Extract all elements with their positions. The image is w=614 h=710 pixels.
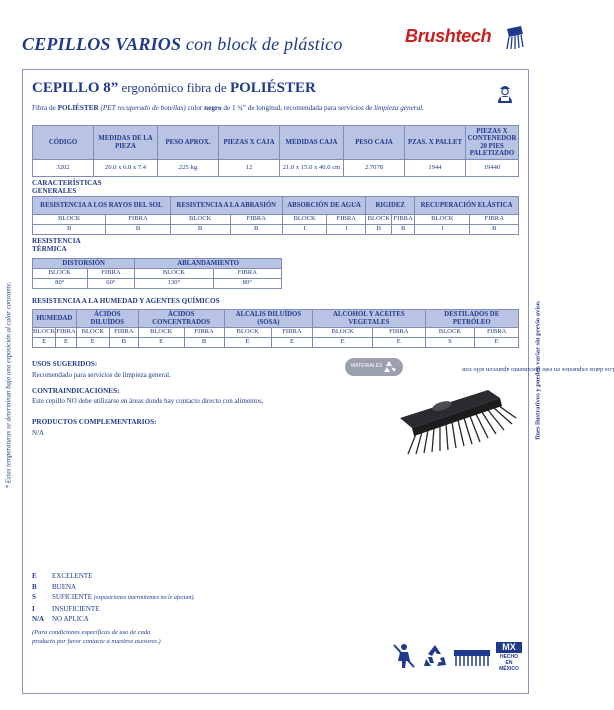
spec-cell: 3202 (33, 160, 94, 177)
sub-label: BLOCK (33, 269, 88, 279)
product-title (32, 80, 316, 97)
usos-text: Recomendado para servicios de limpieza general. (32, 371, 171, 379)
broom-icon (452, 648, 492, 668)
legend-value: INSUFICIENTE (52, 604, 100, 613)
rating-cell: I (282, 225, 326, 235)
desc-part-g: limpieza general. (374, 104, 424, 112)
caracteristicas-group: RIGIDEZ (366, 197, 415, 215)
sub-label: BLOCK (366, 215, 392, 225)
legend-value: NO APLICA (52, 615, 89, 623)
desc-part-b: POLIÉSTER (57, 104, 99, 112)
sub-label: BLOCK (33, 328, 56, 338)
termica-group: ABLANDAMIENTO (135, 259, 282, 269)
quimicos-sub-row (33, 328, 519, 338)
desc-part-d: color (185, 104, 205, 112)
quimicos-table (32, 309, 519, 348)
rating-cell: E (271, 338, 312, 348)
rating-cell: E (313, 338, 373, 348)
temperature-footnote (2, 260, 16, 510)
rating-cell: B (230, 225, 282, 235)
brand-logo (405, 22, 523, 56)
termica-group: DISTORSIÓN (33, 259, 135, 269)
caracteristicas-group: RESISTENCIA A LA ABRASIÓN (170, 197, 282, 215)
legend-key: I (32, 604, 35, 613)
mx-text: HECHO EN MÉXICO (499, 654, 519, 672)
rating-cell: E (76, 338, 109, 348)
usos-heading: USOS SUGERIDOS: (32, 360, 98, 368)
footer-icons (392, 640, 522, 672)
product-title-end: POLIÉSTER (229, 80, 316, 96)
rating-cell: B (33, 225, 106, 235)
legend-value: BUENA (52, 582, 77, 591)
sub-label: FIBRA (327, 215, 366, 225)
termica-value-row (33, 279, 282, 289)
spec-header: CÓDIGO (33, 126, 94, 160)
sub-label: FIBRA (470, 215, 519, 225)
product-description (32, 104, 424, 112)
spec-header: PESO APROX. (158, 126, 219, 160)
legend-key: E (32, 572, 37, 580)
legend-key: N/A (32, 615, 45, 623)
sub-label: FIBRA (184, 328, 224, 338)
sub-label: FIBRA (392, 215, 415, 225)
legend-key: B (32, 582, 37, 591)
complementarios-text: N/A (32, 429, 45, 437)
sub-label: FIBRA (271, 328, 312, 338)
caracteristicas-group-row (33, 197, 519, 215)
legend-note-inline: (exposiciones intermitentes no le afectan). (92, 595, 196, 601)
sub-label: BLOCK (138, 328, 184, 338)
rating-cell: B (392, 225, 415, 235)
spec-header-row (33, 126, 519, 160)
termica-group-row (33, 259, 282, 269)
desc-part-e: negro (204, 104, 222, 112)
sub-label: FIBRA (373, 328, 425, 338)
spec-value-row (33, 160, 519, 177)
sub-label: BLOCK (170, 215, 230, 225)
page-title-sub: con block de plástico (181, 34, 343, 54)
temperature-cell: 80° (33, 279, 88, 289)
rating-cell: B (170, 225, 230, 235)
spec-header: MEDIDAS CAJA (280, 126, 344, 160)
page-title (22, 34, 343, 55)
temperature-cell: 60° (87, 279, 135, 289)
product-title-mid: ergonómico fibra de (118, 80, 230, 95)
sub-label: BLOCK (425, 328, 475, 338)
rating-cell: B (184, 338, 224, 348)
quimicos-group: ÁCIDOS CONCENTRADOS (138, 310, 224, 328)
quimicos-group: ALCOHOL Y ACEITES VEGETALES (313, 310, 425, 328)
caracteristicas-group: ABSORCIÓN DE AGUA (282, 197, 365, 215)
cleaning-person-icon (392, 643, 416, 669)
sub-label: FIBRA (87, 269, 135, 279)
worker-icon (496, 82, 514, 104)
legend-key: S (32, 593, 36, 601)
legend-value: SUFICIENTE (52, 593, 93, 601)
caracteristicas-value-row (33, 225, 519, 235)
legend-item (32, 571, 195, 582)
spec-cell: 2.7078 (344, 160, 405, 177)
rating-legend (32, 571, 195, 625)
rating-cell: E (138, 338, 184, 348)
legend-item (32, 614, 195, 625)
materials-recycled-badge (345, 358, 403, 376)
quimicos-heading: RESISTENCIA A LA HUMEDAD Y AGENTES QUÍMICOS (32, 297, 220, 305)
spec-cell: 19440 (466, 160, 519, 177)
sub-label: BLOCK (313, 328, 373, 338)
legend-footnote-line: producto por favor contacte a nuestros asesores.) (32, 638, 161, 645)
quimicos-group: HUMEDAD (33, 310, 77, 328)
legend-item (32, 592, 195, 604)
spec-cell: 12 (219, 160, 280, 177)
recycle-icon (422, 643, 448, 669)
sub-label: FIBRA (230, 215, 282, 225)
rating-cell: B (106, 225, 170, 235)
product-title-bold: CEPILLO 8” (32, 80, 119, 96)
quimicos-group-row (33, 310, 519, 328)
badge-text: MATERIALES (351, 363, 383, 369)
desc-part-c: (PET recuperado de botellas) (98, 104, 186, 112)
sub-label: FIBRA (109, 328, 138, 338)
legend-item (32, 582, 195, 593)
sub-label: FIBRA (475, 328, 519, 338)
quimicos-value-row (33, 338, 519, 348)
temperature-cell: 130° (135, 279, 213, 289)
temperature-cell: 80° (213, 279, 281, 289)
spec-table (32, 125, 519, 177)
rating-cell: S (425, 338, 475, 348)
rating-cell: E (373, 338, 425, 348)
termica-table (32, 258, 282, 289)
spec-header: PZAS. X PALLET (405, 126, 466, 160)
recycle-icon (382, 360, 396, 374)
caracteristicas-heading: CARACTERÍSTICAS GENERALES (32, 179, 102, 195)
disclaimer-text-b: fines ilustrativos y pueden variar sin previo aviso. (534, 300, 542, 440)
spec-cell: 1944 (405, 160, 466, 177)
legend-item (32, 604, 195, 615)
termica-heading: RESISTENCIA TÉRMICA (32, 237, 81, 253)
sub-label: FIBRA (56, 328, 76, 338)
brush-product-image (392, 382, 520, 457)
caracteristicas-sub-row (33, 215, 519, 225)
rating-cell: E (224, 338, 271, 348)
legend-footnote (32, 628, 161, 646)
sub-label: BLOCK (135, 269, 213, 279)
rating-cell: I (327, 225, 366, 235)
sub-label: BLOCK (415, 215, 470, 225)
spec-header: PIEZAS X CONTENEDOR 20 PIES PALETIZADO (466, 126, 519, 160)
desc-part-a: Fibra de (32, 104, 58, 112)
brush-mark-icon (503, 25, 525, 51)
rating-cell: E (33, 338, 56, 348)
rating-cell: I (415, 225, 470, 235)
spec-cell: 20.0 x 6.8 x 7.4 (94, 160, 158, 177)
legend-footnote-line: (Para condiciones específicas de uso de cada (32, 629, 151, 636)
sub-label: FIBRA (106, 215, 170, 225)
disclaimer-text-a: Los datos expuestos en este documento aparecen sólo con (461, 366, 614, 374)
mx-label: MX (496, 642, 522, 653)
legend-value: EXCELENTE (52, 572, 93, 580)
sub-label: FIBRA (213, 269, 281, 279)
page-title-main: CEPILLOS VARIOS (22, 34, 182, 54)
quimicos-group: ÁCIDOS DILUÍDOS (76, 310, 138, 328)
brand-logo-text: Brushtech (405, 26, 492, 46)
sub-label: BLOCK (224, 328, 271, 338)
contra-text: Este cepillo NO debe utilizarse en áreas donde hay contacto directo con alimentos. (32, 397, 264, 405)
rating-cell: E (56, 338, 76, 348)
contra-heading: CONTRAINDICACIONES: (32, 387, 120, 395)
quimicos-group: DESTILADOS DE PETRÓLEO (425, 310, 518, 328)
spec-cell: .225 kg. (158, 160, 219, 177)
rating-cell: B (366, 225, 392, 235)
rating-cell: E (475, 338, 519, 348)
sub-label: BLOCK (76, 328, 109, 338)
complementarios-heading: PRODUCTOS COMPLEMENTARIOS: (32, 418, 157, 426)
quimicos-group: ALCALIS DILUÍDOS (SOSA) (224, 310, 313, 328)
sub-label: BLOCK (282, 215, 326, 225)
caracteristicas-table (32, 196, 519, 235)
desc-part-f: de 1 ¾” de longitud, recomendada para servicios de (221, 104, 375, 112)
made-in-mexico-icon (496, 642, 522, 670)
caracteristicas-group: RECUPERACIÓN ELÁSTICA (415, 197, 519, 215)
spec-header: MEDIDAS DE LA PIEZA (94, 126, 158, 160)
spec-cell: 21.0 x 15.0 x 40.0 cm (280, 160, 344, 177)
temperature-footnote-text: * Estas temperaturas se determinan bajo una exposición al calor constante. (5, 281, 13, 489)
termica-sub-row (33, 269, 282, 279)
spec-header: PESO CAJA (344, 126, 405, 160)
rating-cell: B (470, 225, 519, 235)
spec-header: PIEZAS X CAJA (219, 126, 280, 160)
caracteristicas-group: RESISTENCIA A LOS RAYOS DEL SOL (33, 197, 171, 215)
sub-label: BLOCK (33, 215, 106, 225)
rating-cell: B (109, 338, 138, 348)
